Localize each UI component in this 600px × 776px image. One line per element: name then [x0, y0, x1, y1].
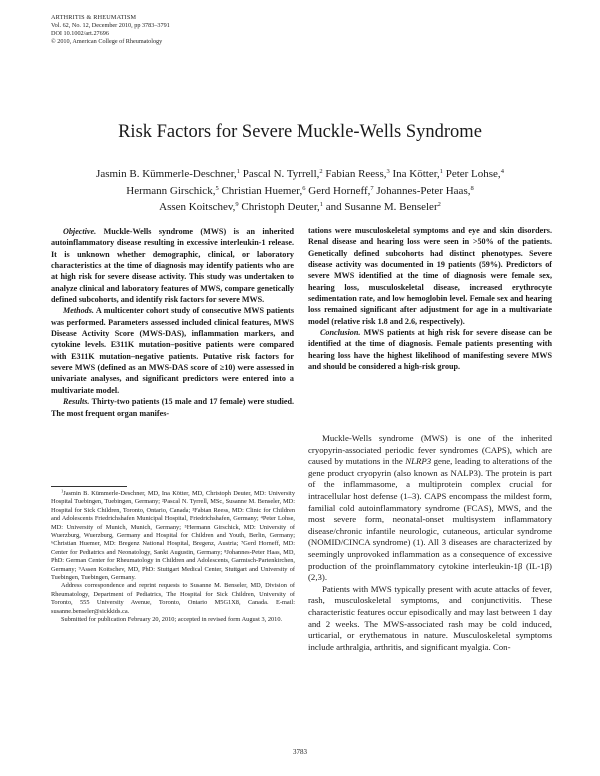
journal-header	[51, 14, 351, 46]
author-affiliation: 1	[319, 201, 324, 208]
author-line-3	[60, 199, 540, 216]
author-affiliation: 3	[386, 168, 390, 175]
footnote-marker: 1	[61, 488, 64, 494]
author: Johannes-Peter Haas,	[373, 184, 471, 197]
abstract-results	[51, 396, 294, 419]
author: Jasmin B. Kümmerle-Deschner,	[96, 168, 237, 180]
author: Ina Kötter,	[389, 168, 440, 180]
abstract-methods	[51, 305, 294, 396]
author-affiliation: 1	[236, 168, 240, 175]
correspondence-footnote: Address correspondence and reprint requests to Susanne M. Benseler, MD, Division of Rheumatology, Department of Pediatrics, The Hospital for Sick Children, University of Toronto, 555 University Avenue, Toronto, Ontario M5G1X8, Canada. E-mail: susanne.benseler@sickkids.ca.	[51, 582, 295, 615]
author: Christian Huemer,	[218, 184, 303, 197]
author-line-2	[60, 183, 540, 200]
author: Fabian Reess,	[322, 168, 387, 180]
affiliations-footnote	[51, 490, 295, 582]
introduction	[308, 433, 552, 653]
results-text: Thirty-two patients (15 male and 17 female) were studied. The most frequent organ manifes-	[51, 397, 294, 418]
doi: DOI 10.1002/art.27696	[51, 30, 109, 37]
author: Pascal N. Tyrrell,	[240, 168, 320, 180]
author: Peter Lohse,	[442, 168, 501, 180]
intro-text: gene, leading to alterations of the gene product cryopyrin (also known as NALP3). The protein is part of the inflammasome, a multiprotein complex crucial for intracellular host defense (1–3). CAPS encompass the mildest form, familial cold autoinflammatory syndrome (FCAS), MWS, and the most severe form, neonatal-onset multisystem inflammatory disease/chronic infantile neurologic, cutaneous, articular syndrome (NOMID/CINCA syndrome) (1). All 3 diseases are characterized by seemingly unprovoked inflammation as a consequence of excessive production of the proinflammatory cytokine interleukin-1β (IL-1β) (2,3).	[308, 456, 553, 583]
author-affiliation: 5	[215, 184, 219, 192]
objective-label: Objective.	[63, 227, 97, 236]
author: Assen Koitschev,	[159, 201, 236, 213]
author-affiliation: 2	[437, 201, 441, 208]
abstract-left-column	[51, 226, 294, 419]
author-affiliation: 6	[302, 184, 306, 192]
submission-footnote: Submitted for publication February 20, 2010; accepted in revised form August 3, 2010.	[61, 616, 283, 624]
objective-text: Muckle-Wells syndrome (MWS) is an inherited autoinflammatory disease resulting in excessive interleukin-1 release. It is unknown whether demographic, clinical, or laboratory characteristics at the time of diagnosis may identify patients who are at high risk for severe disease activity. This study was undertaken to analyze clinical and laboratory features of MWS, compare genetically defined subcohorts, and identify risk factors for severe MWS.	[51, 227, 294, 305]
author-affiliation: 7	[370, 184, 374, 192]
journal-name: ARTHRITIS & RHEUMATISM	[51, 14, 137, 21]
author-affiliation: 2	[319, 168, 323, 175]
results-label: Results.	[63, 397, 90, 407]
author-affiliation: 9	[235, 201, 239, 208]
conclusion-label: Conclusion.	[320, 328, 361, 338]
intro-paragraph-1	[308, 433, 552, 584]
author-list	[60, 166, 540, 216]
abstract-objective	[51, 226, 294, 305]
copyright: © 2010, American College of Rheumatology	[51, 38, 163, 45]
author-line-1	[60, 166, 540, 183]
footnotes	[51, 490, 295, 625]
author: and Susanne M. Benseler	[323, 201, 438, 213]
methods-text: A multicenter cohort study of consecutive MWS patients was performed. Parameters assessed included clinical features, MWS Disease Activity Score (MWS-DAS), inflammation markers, and cytokine levels. E311K mutation–positive patients were compared with E311K mutation–negative patients. Putative risk factors for severe MWS (defined as an MWS-DAS score of ≥10) were assessed in univariate analyses, and significant predictors were entered into a multivariate model.	[51, 306, 294, 395]
author: Gerd Horneff,	[305, 184, 371, 197]
author-affiliation: 8	[470, 184, 474, 192]
abstract-results-continued: tations were musculoskeletal symptoms and eye and skin disorders. Renal disease and hearing loss were seen in >50% of the patients. Genetically defined subcohorts had distinct phenotypes. Severe disease activity was documented in 19 patients (59%). Predictors of severe MWS identified at the time of diagnosis were female sex, hearing loss, musculoskeletal disease, increased erythrocyte sedimentation rate, and low hemoglobin level. Female sex and hearing loss remained significant after adjustment for age in a multivariate model (relative risk 1.8 and 2.6, respectively).	[308, 226, 552, 326]
article-title: Risk Factors for Severe Muckle-Wells Syndrome	[118, 122, 482, 142]
gene-name: NLRP3	[405, 456, 432, 467]
intro-paragraph-2: Patients with MWS typically present with acute attacks of fever, rash, musculoskeletal symptoms, and conjunctivitis. These characteristic features occur episodically and may last between 1 day and 2 weeks. The MWS-associated rash may be cold induced, urticarial, or erythematous in nature. Musculoskeletal symptoms include arthralgia, arthritis, and significant myalgia. Con-	[308, 583, 552, 652]
abstract-right-column	[308, 225, 552, 372]
author-affiliation: 4	[500, 168, 504, 175]
page-number: 3783	[293, 748, 307, 756]
abstract-conclusion	[308, 327, 552, 372]
conclusion-text: MWS patients at high risk for severe disease can be identified at the time of diagnosis. Female patients presenting with hearing loss have the highest likelihood of manifesting severe MWS and should be considered a high-risk group.	[308, 328, 552, 372]
author: Hermann Girschick,	[126, 184, 216, 197]
footnote-divider	[51, 486, 127, 487]
methods-label: Methods.	[63, 306, 94, 316]
author: Christoph Deuter,	[238, 201, 320, 213]
volume-info: Vol. 62, No. 12, December 2010, pp 3783–3791	[51, 22, 170, 29]
author-affiliation: 1	[439, 168, 443, 175]
intro-text: Muckle-Wells syndrome (MWS) is one of the inherited cryopyrin-associated periodic fever syndromes (CAPS), which are caused by mutations in the	[308, 433, 552, 467]
affiliations-text: Jasmin B. Kümmerle-Deschner, MD, Ina Kötter, MD, Christoph Deuter, MD: University Hospital Tuebingen, Tuebingen, Germany; ²Pascal N. Tyrrell, MSc, Susanne M. Benseler, MD: Hospital for Sick Children, Toronto, Ontario, Canada; ³Fabian Reess, MD: Clinic for Children and Adolescents Friedrichshafen Municipal Hospital, Friedrichshafen, Germany; ⁴Peter Lohse, MD: University of Munich, Munich, Germany; ⁵Hermann Girschick, MD: University of Wuerzburg, Wuerzburg, Germany and Hospital for Children and Youth, Berlin, Germany; ⁶Christian Huemer, MD: Bregenz National Hospital, Bregenz, Austria; ⁷Gerd Horneff, MD: Center for Pediatrics and Neonatology, Sankt Augustin, Germany; ⁸Johannes-Peter Haas, MD, PhD: German Center for Rheumatology in Children and Adolescents, Garmisch-Partenkirchen, Germany; ⁹Assen Koitschev, MD, PhD: Stuttgart Medical Center, Stuttgart and University of Tuebingen, Tuebingen, Germany.	[51, 490, 295, 582]
